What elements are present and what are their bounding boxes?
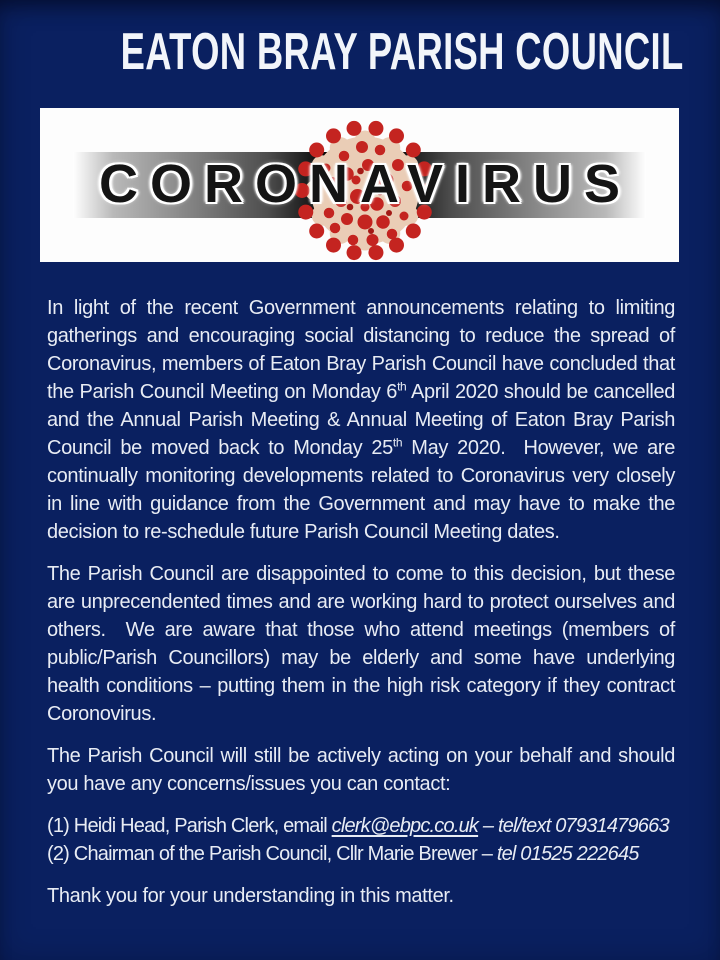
banner-label: CORONAVIRUS: [98, 154, 633, 214]
paragraph-announcement: [47, 294, 675, 546]
page-title: [0, 22, 720, 82]
paragraph-announcement-text-3: May 2020. However, we are continually monitoring developments related to Coronavirus very closely in line with guidance from the Government and may have to make the decision to re-schedule future Parish Council Meeting dates.: [47, 437, 675, 543]
contact-chairman-phone: tel 01525 222645: [496, 843, 639, 865]
clerk-email-link[interactable]: clerk@ebpc.co.uk: [331, 815, 479, 837]
notice-body: [47, 294, 675, 910]
paragraph-announcement-text-2: April 2020 should be cancelled and the Annual Parish Meeting & Annual Meeting of Eaton Bray Parish Council be moved back to Monday 25: [47, 381, 676, 459]
contact-clerk-phone: – tel/text 07931479663: [478, 815, 669, 837]
contact-chairman: [47, 840, 675, 868]
contact-clerk-text: (1) Heidi Head, Parish Clerk, email: [47, 815, 332, 837]
paragraph-disappointed: The Parish Council are disappointed to come to this decision, but these are unprecendented times and are working hard to protect ourselves and others. We are aware that those who attend meetings (members of public/Parish Councillors) may be elderly and some have underlying health conditions – putting them in the high risk category if they contract Coronovirus.: [47, 563, 675, 725]
contact-list: [47, 812, 675, 868]
page-title-text: EATON BRAY PARISH COUNCIL: [120, 23, 684, 81]
coronavirus-banner: [40, 108, 679, 262]
paragraph-announcement-text-1: In light of the recent Government announcements relating to limiting gatherings and encouraging social distancing to reduce the spread of Coronavirus, members of Eaton Bray Parish Council have concluded that the Parish Council Meeting on Monday 6: [47, 297, 675, 403]
ordinal-suffix: th: [392, 435, 403, 450]
contact-clerk: [47, 812, 675, 840]
paragraph-contact-intro: The Parish Council will still be actively acting on your behalf and should you have any concerns/issues you can contact:: [47, 745, 675, 795]
contact-chairman-text: (2) Chairman of the Parish Council, Cllr Marie Brewer –: [47, 843, 497, 865]
ordinal-suffix: th: [397, 379, 407, 394]
paragraph-thanks: Thank you for your understanding in this matter.: [47, 885, 454, 907]
